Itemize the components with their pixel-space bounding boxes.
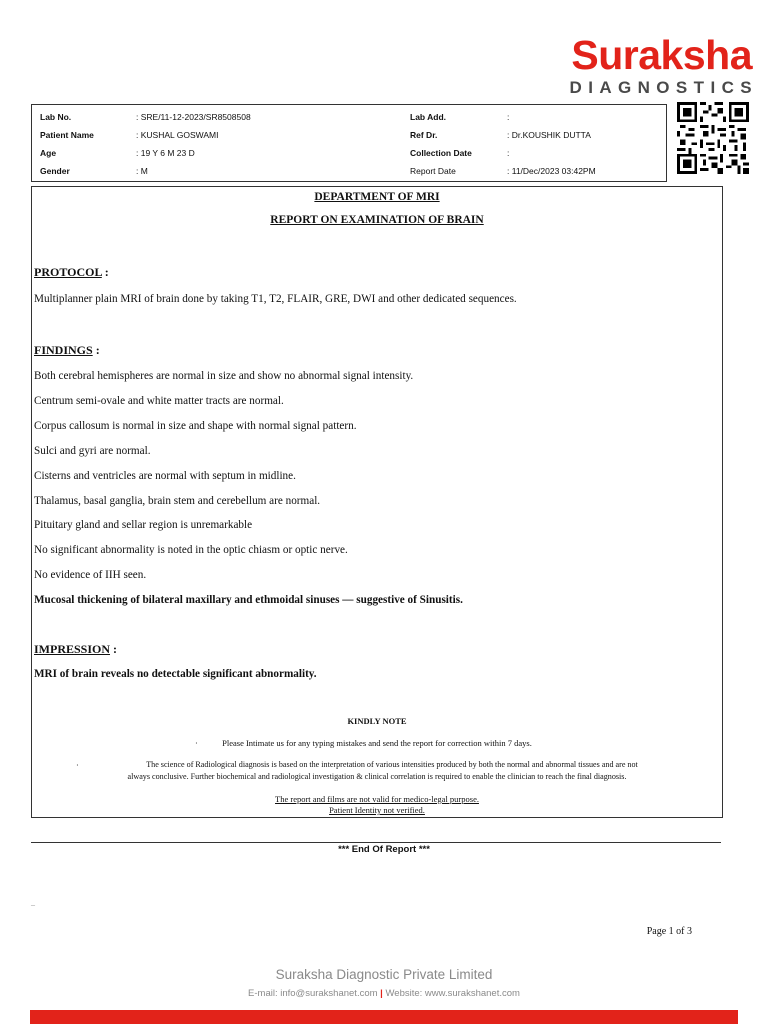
- collection-date-value: :: [507, 148, 510, 158]
- protocol-heading: PROTOCOL: [34, 265, 102, 279]
- department-title: DEPARTMENT OF MRI: [314, 191, 440, 203]
- qr-code-icon: [675, 102, 751, 174]
- contact-email: E-mail: info@surakshanet.com: [248, 988, 378, 999]
- note-typing-mistakes: Please Intimate us for any typing mistakes and send the report for correction within 7 days.: [222, 738, 532, 748]
- lab-add-label: Lab Add.: [410, 112, 447, 122]
- contact-info: [0, 988, 768, 999]
- finding-item: Pituitary gland and sellar region is unremarkable: [34, 519, 253, 531]
- ref-dr-value: : Dr.KOUSHIK DUTTA: [507, 130, 591, 140]
- impression-heading: IMPRESSION: [34, 642, 111, 656]
- contact-separator: |: [380, 988, 383, 999]
- gender-label: Gender: [40, 166, 70, 176]
- note-bullet: ·: [195, 738, 198, 748]
- end-divider: [31, 842, 721, 843]
- finding-item: Cisterns and ventricles are normal with septum in midline.: [34, 470, 296, 482]
- stray-dash: –: [31, 900, 35, 909]
- age-label: Age: [40, 148, 57, 158]
- note-bullet: ·: [76, 760, 79, 770]
- impression-text: MRI of brain reveals no detectable significant abnormality.: [34, 668, 317, 680]
- finding-item: Sulci and gyri are normal.: [34, 445, 151, 457]
- note-science-line-2: always conclusive. Further biochemical and radiological investigation & clinical correlation is required to enable the clinician to reach the final diagnosis.: [127, 772, 627, 781]
- finding-item: No significant abnormality is noted in the optic chiasm or optic nerve.: [34, 544, 348, 556]
- finding-item: Centrum semi-ovale and white matter tracts are normal.: [34, 395, 284, 407]
- finding-item: Corpus callosum is normal in size and shape with normal signal pattern.: [34, 420, 357, 432]
- report-body: [31, 186, 723, 818]
- protocol-colon: :: [101, 265, 109, 279]
- findings-heading-row: [34, 343, 100, 358]
- brand-tagline: DIAGNOSTICS: [569, 78, 758, 97]
- findings-colon: :: [92, 343, 100, 357]
- age-value: : 19 Y 6 M 23 D: [136, 148, 195, 158]
- patient-name-value: : KUSHAL GOSWAMI: [136, 130, 219, 140]
- protocol-text: Multiplanner plain MRI of brain done by taking T1, T2, FLAIR, GRE, DWI and other dedicated sequences.: [34, 293, 517, 305]
- finding-item: No evidence of IIH seen.: [34, 569, 147, 581]
- report-date-value: : 11/Dec/2023 03:42PM: [507, 166, 596, 176]
- lab-no-value: : SRE/11-12-2023/SR8508508: [136, 112, 251, 122]
- ref-dr-label: Ref Dr.: [410, 130, 438, 140]
- impression-heading-row: [34, 642, 117, 657]
- report-title: REPORT ON EXAMINATION OF BRAIN: [270, 214, 484, 226]
- brand-name: Suraksha: [571, 32, 752, 78]
- end-of-report: *** End Of Report ***: [338, 844, 430, 855]
- impression-colon: :: [110, 642, 118, 656]
- finding-item: Both cerebral hemispheres are normal in size and show no abnormal signal intensity.: [34, 370, 414, 382]
- lab-no-label: Lab No.: [40, 112, 72, 122]
- patient-name-label: Patient Name: [40, 130, 94, 140]
- lab-add-value: :: [507, 112, 510, 122]
- footer-red-bar: [30, 1010, 738, 1024]
- contact-website: Website: www.surakshanet.com: [385, 988, 520, 999]
- gender-value: : M: [136, 166, 148, 176]
- report-date-label: Report Date: [410, 166, 456, 176]
- company-name: Suraksha Diagnostic Private Limited: [275, 967, 493, 982]
- finding-item: Thalamus, basal ganglia, brain stem and cerebellum are normal.: [34, 495, 321, 507]
- kindly-note-heading: KINDLY NOTE: [347, 716, 407, 726]
- finding-sinusitis: Mucosal thickening of bilateral maxillary and ethmoidal sinuses — suggestive of Sinusitis.: [34, 594, 463, 606]
- page-number: Page 1 of 3: [646, 926, 692, 937]
- brand-logo: [569, 32, 758, 98]
- protocol-heading-row: [34, 265, 109, 280]
- disclaimer-medico-legal: The report and films are not valid for medico-legal purpose.: [275, 794, 479, 804]
- findings-heading: FINDINGS: [34, 343, 93, 357]
- patient-info-table: [31, 104, 667, 182]
- disclaimer-identity: Patient Identity not verified.: [329, 805, 425, 815]
- note-science-line-1: The science of Radiological diagnosis is based on the interpretation of various intensities produced by both the normal and abnormal tissues and are not: [146, 760, 638, 769]
- collection-date-label: Collection Date: [410, 148, 472, 158]
